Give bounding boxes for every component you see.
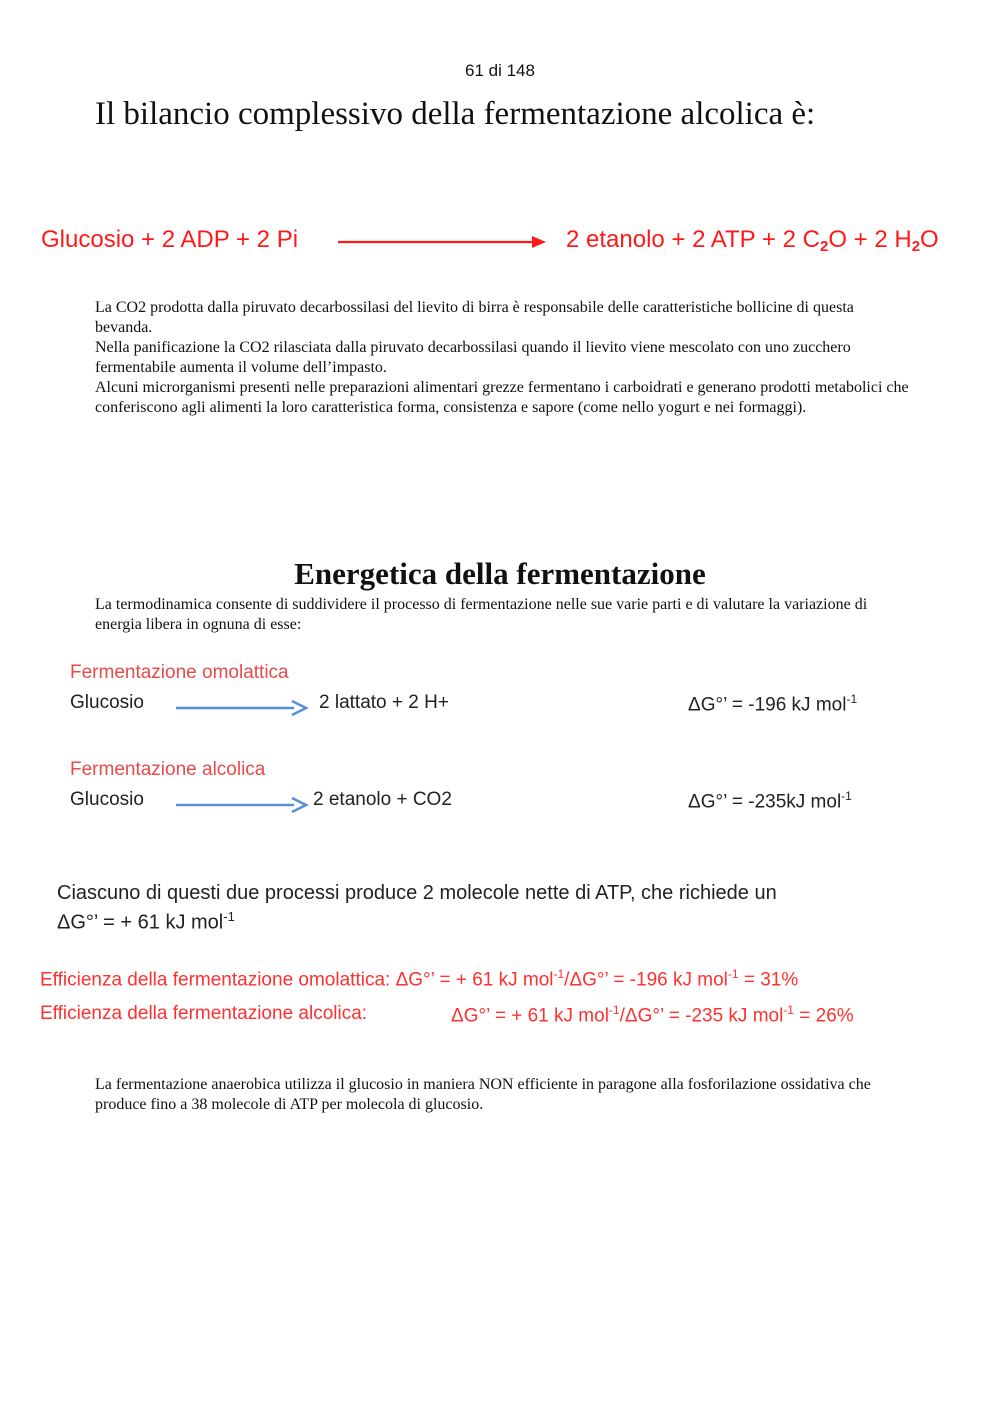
product-lattato: 2 lattato + 2 H+	[319, 692, 449, 713]
equation-reactants: Glucosio + 2 ADP + 2 Pi	[41, 226, 299, 253]
atp-note-line2: ΔG°’ = + 61 kJ mol$^{-1}$	[57, 909, 235, 934]
blue-arrow-icon	[176, 796, 310, 814]
atp-note-line1: Ciascuno di questi due processi produce 2 molecole nette di ATP, che richiede un	[57, 882, 777, 904]
paragraph-co2-birra: La CO2 prodotta dalla piruvato decarbossilasi del lievito di birra è responsabile delle caratteristiche bollicine di questa bevanda.	[95, 299, 854, 336]
section-title-energetica: Energetica della fermentazione	[294, 556, 706, 591]
dg-omolattica: ΔG°’ = -196 kJ mol$^{-1}$	[688, 692, 858, 716]
label-alcolica: Fermentazione alcolica	[70, 759, 266, 780]
efficiency-omolattica: Efficienza della fermentazione omolattica: ΔG°’ = + 61 kJ mol$^{-1}$/ΔG°’ = -196 kJ mol$^{-1}$ = 31%	[40, 967, 799, 991]
paragraph-conclusione: La fermentazione anaerobica utilizza il glucosio in maniera NON efficiente in paragone alla fosforilazione ossidativa che produce fino a 38 molecole di ATP per molecola di glucosio.	[95, 1076, 871, 1113]
red-arrow-icon	[338, 234, 548, 250]
blue-arrow-icon	[176, 699, 310, 717]
reactant-glucosio-1: Glucosio	[70, 692, 144, 713]
paragraph-microrganismi: Alcuni microrganismi presenti nelle preparazioni alimentari grezze fermentano i carboidrati e generano prodotti metabolici che conferiscono agli alimenti la loro caratteristica forma, consistenza e sapore (come nello yogurt e nei formaggi).	[95, 379, 909, 416]
reactant-glucosio-2: Glucosio	[70, 789, 144, 810]
page-number: 61 di 148	[465, 61, 535, 80]
product-etanolo: 2 etanolo + CO2	[313, 789, 452, 810]
dg-alcolica: ΔG°’ = -235kJ mol$^{-1}$	[688, 789, 852, 813]
efficiency-alcolica-label: Efficienza della fermentazione alcolica:	[40, 1003, 368, 1024]
paragraph-termodinamica: La termodinamica consente di suddividere il processo di fermentazione nelle sue varie parti e di valutare la variazione di energia libera in ognuna di esse:	[95, 596, 868, 633]
equation-products: 2 etanolo + 2 ATP + 2 $C_2O + 2$ $H_2O$	[566, 226, 939, 255]
section-title-bilancio: Il bilancio complessivo della fermentazione alcolica è:	[95, 96, 816, 132]
efficiency-alcolica-value: ΔG°’ = + 61 kJ mol$^{-1}$/ΔG°’ = -235 kJ mol$^{-1}$ = 26%	[451, 1003, 854, 1027]
paragraph-panificazione: Nella panificazione la CO2 rilasciata dalla piruvato decarbossilasi quando il lievito viene mescolato con uno zucchero fermentabile aumenta il volume dell’impasto.	[95, 339, 851, 376]
label-omolattica: Fermentazione omolattica	[70, 662, 289, 683]
paragraph-block-1	[95, 298, 915, 418]
